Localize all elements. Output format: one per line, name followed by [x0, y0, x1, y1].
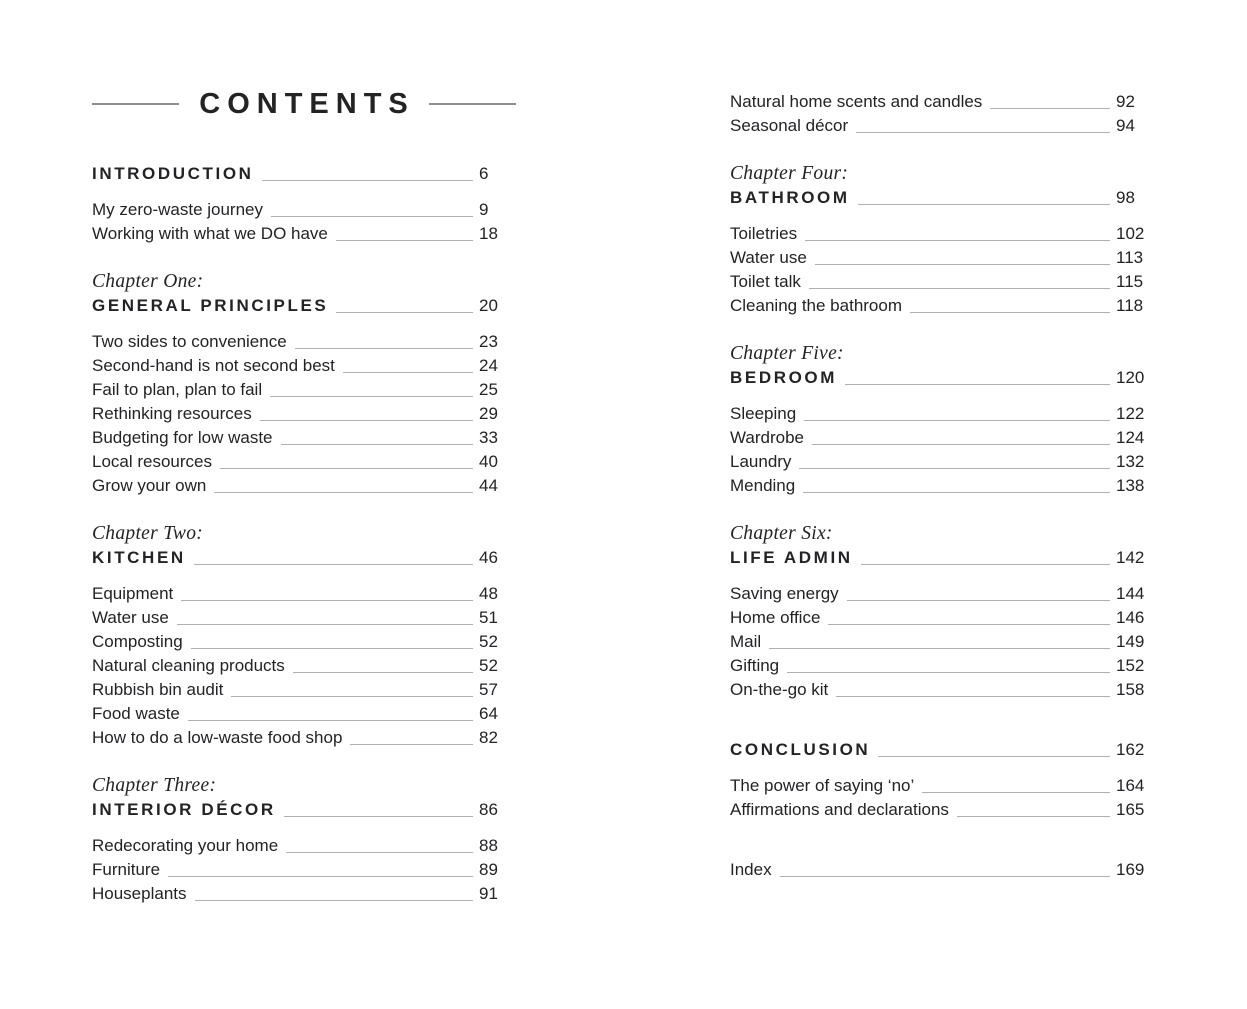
- page-number: 20: [479, 296, 498, 315]
- leader-line: [270, 396, 473, 397]
- section-heading: LIFE ADMIN: [730, 548, 853, 567]
- toc-heading-row: [92, 294, 511, 318]
- toc-entry-row: [730, 858, 1148, 882]
- page-number: 25: [479, 380, 498, 399]
- toc-heading-row: [730, 186, 1148, 210]
- leader-line: [191, 648, 473, 649]
- chapter-label: Chapter Six:: [730, 523, 833, 544]
- entry-label: Fail to plan, plan to fail: [92, 380, 263, 399]
- entry-label: Furniture: [92, 860, 161, 879]
- toc-entry-row: [92, 582, 511, 606]
- toc-entry-row: [92, 198, 511, 222]
- page-number: 92: [1116, 92, 1135, 111]
- toc-section: [92, 522, 511, 750]
- toc-entry-row: [730, 474, 1148, 498]
- leader-line: [350, 744, 473, 745]
- leader-line: [856, 132, 1110, 133]
- page-number: 98: [1116, 188, 1135, 207]
- toc-entry-row: [92, 330, 511, 354]
- toc-entry-row: [92, 678, 511, 702]
- page-number: 23: [479, 332, 498, 351]
- toc-entries: [730, 402, 1148, 498]
- chapter-label: Chapter Three:: [92, 775, 217, 796]
- chapter-label: Chapter Two:: [92, 523, 204, 544]
- leader-line: [271, 216, 473, 217]
- leader-line: [769, 648, 1110, 649]
- toc-entry-row: [730, 294, 1148, 318]
- toc-entry-row: [730, 798, 1148, 822]
- leader-line: [803, 492, 1110, 493]
- chapter-label: Chapter Five:: [730, 343, 844, 364]
- page-number: 144: [1116, 584, 1145, 603]
- entry-label: Local resources: [92, 452, 213, 471]
- entry-label: Laundry: [730, 452, 792, 471]
- toc-heading-row: [92, 546, 511, 570]
- page-title: CONTENTS: [199, 88, 415, 120]
- toc-entry-row: [730, 450, 1148, 474]
- entry-label: On-the-go kit: [730, 680, 829, 699]
- toc-entries: [92, 582, 511, 750]
- toc-entries: [730, 222, 1148, 318]
- toc-entry-row: [730, 654, 1148, 678]
- page-number: 88: [479, 836, 498, 855]
- leader-line: [804, 420, 1110, 421]
- chapter-label: Chapter One:: [92, 271, 204, 292]
- leader-line: [847, 600, 1110, 601]
- entry-label: Budgeting for low waste: [92, 428, 273, 447]
- page-number: 29: [479, 404, 498, 423]
- leader-line: [194, 564, 473, 565]
- entry-label: Toilet talk: [730, 272, 801, 291]
- entry-label: Water use: [730, 248, 807, 267]
- entry-label: Equipment: [92, 584, 174, 603]
- toc-entry-row: [92, 402, 511, 426]
- leader-line: [260, 420, 473, 421]
- page-number: 33: [479, 428, 498, 447]
- entry-label: Natural home scents and candles: [730, 92, 983, 111]
- leader-line: [262, 180, 473, 181]
- page-number: 24: [479, 356, 498, 375]
- page-number: 120: [1116, 368, 1145, 387]
- leader-line: [181, 600, 473, 601]
- page-number: 146: [1116, 608, 1145, 627]
- page-number: 115: [1116, 272, 1144, 291]
- title-row: [92, 86, 516, 122]
- leader-line: [836, 696, 1110, 697]
- toc-section: [730, 738, 1148, 822]
- leader-line: [281, 444, 474, 445]
- toc-entry-row: [92, 450, 511, 474]
- toc-entries: [92, 330, 511, 498]
- toc-entries: [730, 774, 1148, 822]
- entry-label: Grow your own: [92, 476, 207, 495]
- toc-entry-row: [92, 654, 511, 678]
- page-number: 122: [1116, 404, 1145, 423]
- entry-label: Cleaning the bathroom: [730, 296, 903, 315]
- title-rule-left: [92, 103, 179, 105]
- page-number: 9: [479, 200, 489, 219]
- page-number: 64: [479, 704, 498, 723]
- page-number: 124: [1116, 428, 1145, 447]
- leader-line: [812, 444, 1110, 445]
- page-number: 46: [479, 548, 498, 567]
- page-number: 6: [479, 164, 489, 183]
- entry-label: Second-hand is not second best: [92, 356, 335, 375]
- page-number: 94: [1116, 116, 1135, 135]
- leader-line: [780, 876, 1110, 877]
- toc-entry-row: [730, 426, 1148, 450]
- leader-line: [805, 240, 1110, 241]
- entry-label: Redecorating your home: [92, 836, 279, 855]
- toc-entry-row: [92, 702, 511, 726]
- leader-line: [295, 348, 473, 349]
- toc-entry-row: [92, 834, 511, 858]
- section-heading: GENERAL PRINCIPLES: [92, 296, 329, 315]
- toc-entry-row: [92, 222, 511, 246]
- toc-heading-row: [730, 546, 1148, 570]
- toc-entries: [730, 582, 1148, 702]
- section-heading: INTERIOR DÉCOR: [92, 800, 276, 819]
- toc-heading-row: [730, 366, 1148, 390]
- toc-entry-row: [730, 114, 1148, 138]
- title-rule-right: [429, 103, 516, 105]
- leader-line: [168, 876, 473, 877]
- toc-entry-row: [730, 630, 1148, 654]
- page-number: 152: [1116, 656, 1145, 675]
- entry-label: Sleeping: [730, 404, 797, 423]
- leader-line: [858, 204, 1110, 205]
- leader-line: [336, 240, 473, 241]
- leader-line: [214, 492, 473, 493]
- leader-line: [293, 672, 473, 673]
- page-number: 158: [1116, 680, 1145, 699]
- leader-line: [343, 372, 473, 373]
- entry-label: Two sides to convenience: [92, 332, 287, 351]
- entry-label: Rubbish bin audit: [92, 680, 224, 699]
- entry-label: My zero-waste journey: [92, 200, 264, 219]
- leader-line: [231, 696, 473, 697]
- entry-label: Gifting: [730, 656, 780, 675]
- entry-label: The power of saying ‘no’: [730, 776, 915, 795]
- leader-line: [284, 816, 473, 817]
- page-number: 89: [479, 860, 498, 879]
- page-number: 164: [1116, 776, 1145, 795]
- page-number: 18: [479, 224, 498, 243]
- leader-line: [990, 108, 1110, 109]
- page-number: 169: [1116, 860, 1145, 879]
- toc-section: [92, 774, 511, 906]
- leader-line: [809, 288, 1110, 289]
- toc-entry-row: [92, 630, 511, 654]
- entry-label: Mail: [730, 632, 762, 651]
- toc-heading-row: [92, 162, 511, 186]
- page-number: 44: [479, 476, 498, 495]
- page-number: 86: [479, 800, 498, 819]
- leader-line: [828, 624, 1110, 625]
- entry-label: Natural cleaning products: [92, 656, 285, 675]
- page-number: 51: [479, 608, 498, 627]
- leader-line: [878, 756, 1110, 757]
- page-number: 113: [1116, 248, 1144, 267]
- section-heading: BEDROOM: [730, 368, 837, 387]
- toc-entry-row: [92, 606, 511, 630]
- toc-column-1: [92, 162, 511, 906]
- chapter-label: Chapter Four:: [730, 163, 849, 184]
- entry-label: Food waste: [92, 704, 180, 723]
- entry-label: Affirmations and declarations: [730, 800, 949, 819]
- toc-section: [92, 162, 511, 246]
- entry-label: Houseplants: [92, 884, 187, 903]
- toc-entries: [92, 834, 511, 906]
- entry-label: Working with what we DO have: [92, 224, 328, 243]
- toc-entry-row: [92, 882, 511, 906]
- toc-entry-row: [92, 426, 511, 450]
- entry-label: Home office: [730, 608, 821, 627]
- toc-entry-row: [92, 474, 511, 498]
- leader-line: [195, 900, 473, 901]
- page-number: 40: [479, 452, 498, 471]
- toc-section: [730, 858, 1148, 882]
- entry-label: Seasonal décor: [730, 116, 849, 135]
- toc-entry-row: [730, 678, 1148, 702]
- toc-entry-row: [730, 222, 1148, 246]
- toc-entry-row: [92, 354, 511, 378]
- leader-line: [861, 564, 1110, 565]
- entry-label: Water use: [92, 608, 169, 627]
- toc-section: [730, 342, 1148, 498]
- toc-entry-row: [730, 582, 1148, 606]
- entry-label: Mending: [730, 476, 796, 495]
- toc-entry-row: [92, 858, 511, 882]
- toc-entry-row: [92, 378, 511, 402]
- page-number: 102: [1116, 224, 1145, 243]
- section-heading: INTRODUCTION: [92, 164, 254, 183]
- entry-label: Composting: [92, 632, 183, 651]
- toc-entry-row: [730, 90, 1148, 114]
- toc-section: [730, 90, 1148, 138]
- toc-heading-row: [730, 738, 1148, 762]
- page-number: 118: [1116, 296, 1144, 315]
- leader-line: [286, 852, 473, 853]
- toc-entries: [92, 198, 511, 246]
- section-heading: CONCLUSION: [730, 740, 871, 759]
- toc-entry-row: [730, 402, 1148, 426]
- page-number: 91: [479, 884, 498, 903]
- toc-entry-row: [730, 606, 1148, 630]
- page-number: 149: [1116, 632, 1145, 651]
- entry-label: Saving energy: [730, 584, 839, 603]
- toc-section: [730, 522, 1148, 702]
- toc-entry-row: [92, 726, 511, 750]
- leader-line: [220, 468, 473, 469]
- page-number: 52: [479, 632, 498, 651]
- leader-line: [815, 264, 1110, 265]
- entry-label: Index: [730, 860, 772, 879]
- toc-entry-row: [730, 270, 1148, 294]
- leader-line: [177, 624, 473, 625]
- page-number: 82: [479, 728, 498, 747]
- toc-entries: [730, 90, 1148, 138]
- section-heading: BATHROOM: [730, 188, 850, 207]
- toc-entry-row: [730, 774, 1148, 798]
- page-number: 132: [1116, 452, 1145, 471]
- entry-label: Rethinking resources: [92, 404, 252, 423]
- toc-column-2: [730, 90, 1148, 882]
- page-number: 57: [479, 680, 498, 699]
- page-number: 142: [1116, 548, 1145, 567]
- leader-line: [957, 816, 1110, 817]
- entry-label: How to do a low-waste food shop: [92, 728, 343, 747]
- toc-section: [92, 270, 511, 498]
- toc-section: [730, 162, 1148, 318]
- leader-line: [910, 312, 1110, 313]
- page-number: 52: [479, 656, 498, 675]
- page-number: 162: [1116, 740, 1145, 759]
- section-heading: KITCHEN: [92, 548, 186, 567]
- leader-line: [336, 312, 473, 313]
- toc-entry-row: [730, 246, 1148, 270]
- page-number: 138: [1116, 476, 1145, 495]
- leader-line: [845, 384, 1110, 385]
- toc-entries: [730, 858, 1148, 882]
- toc-heading-row: [92, 798, 511, 822]
- entry-label: Wardrobe: [730, 428, 805, 447]
- leader-line: [188, 720, 473, 721]
- leader-line: [787, 672, 1110, 673]
- leader-line: [922, 792, 1110, 793]
- leader-line: [799, 468, 1110, 469]
- entry-label: Toiletries: [730, 224, 798, 243]
- page-number: 48: [479, 584, 498, 603]
- page-number: 165: [1116, 800, 1145, 819]
